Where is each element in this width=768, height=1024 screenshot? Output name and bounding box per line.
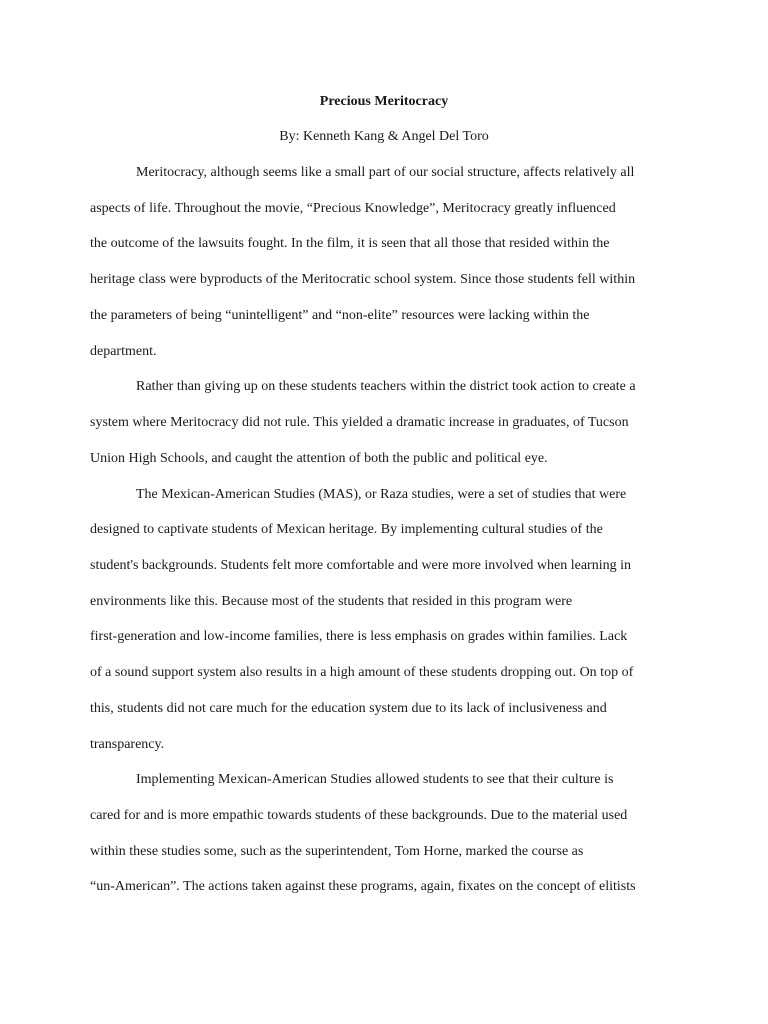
document-byline: By: Kenneth Kang & Angel Del Toro (279, 129, 489, 144)
paragraph-4-line-3: within these studies some, such as the superintendent, Tom Horne, marked the course as (90, 844, 584, 859)
paragraph-4-line-2: cared for and is more empathic towards students of these backgrounds. Due to the material used (90, 808, 628, 823)
paragraph-2-line-3: Union High Schools, and caught the attention of both the public and political eye. (90, 451, 548, 466)
paragraph-3-line-5: first-generation and low-income families, there is less emphasis on grades within families. Lack (90, 629, 628, 644)
paragraph-1-line-4: heritage class were byproducts of the Meritocratic school system. Since those students fell within (90, 272, 636, 287)
paragraph-3-line-7: this, students did not care much for the education system due to its lack of inclusiveness and (90, 701, 607, 716)
paragraph-1-line-3: the outcome of the lawsuits fought. In the film, it is seen that all those that resided within the (90, 236, 610, 251)
paragraph-3-line-2: designed to captivate students of Mexican heritage. By implementing cultural studies of the (90, 522, 603, 537)
paragraph-3-line-8: transparency. (90, 737, 165, 752)
paragraph-1-line-5: the parameters of being “unintelligent” and “non-elite” resources were lacking within the (90, 308, 590, 323)
paragraph-2-line-1: Rather than giving up on these students teachers within the district took action to create a (136, 379, 636, 394)
paragraph-3-line-3: student's backgrounds. Students felt more comfortable and were more involved when learning in (90, 558, 631, 573)
paragraph-4-line-1: Implementing Mexican-American Studies allowed students to see that their culture is (136, 772, 614, 787)
paragraph-1-line-1: Meritocracy, although seems like a small part of our social structure, affects relatively all (136, 165, 635, 180)
paragraph-1-line-2: aspects of life. Throughout the movie, “Precious Knowledge”, Meritocracy greatly influenced (90, 201, 616, 216)
paragraph-3-line-6: of a sound support system also results in a high amount of these students dropping out. On top of (90, 665, 634, 680)
paragraph-3-line-1: The Mexican-American Studies (MAS), or Raza studies, were a set of studies that were (136, 487, 627, 502)
paragraph-2-line-2: system where Meritocracy did not rule. This yielded a dramatic increase in graduates, of Tucson (90, 415, 629, 430)
paragraph-4-line-4: “un-American”. The actions taken against these programs, again, fixates on the concept of elitists (90, 879, 636, 894)
document-title: Precious Meritocracy (319, 94, 449, 109)
paragraph-3-line-4: environments like this. Because most of the students that resided in this program were (90, 594, 573, 609)
paragraph-1-line-6: department. (90, 344, 157, 359)
